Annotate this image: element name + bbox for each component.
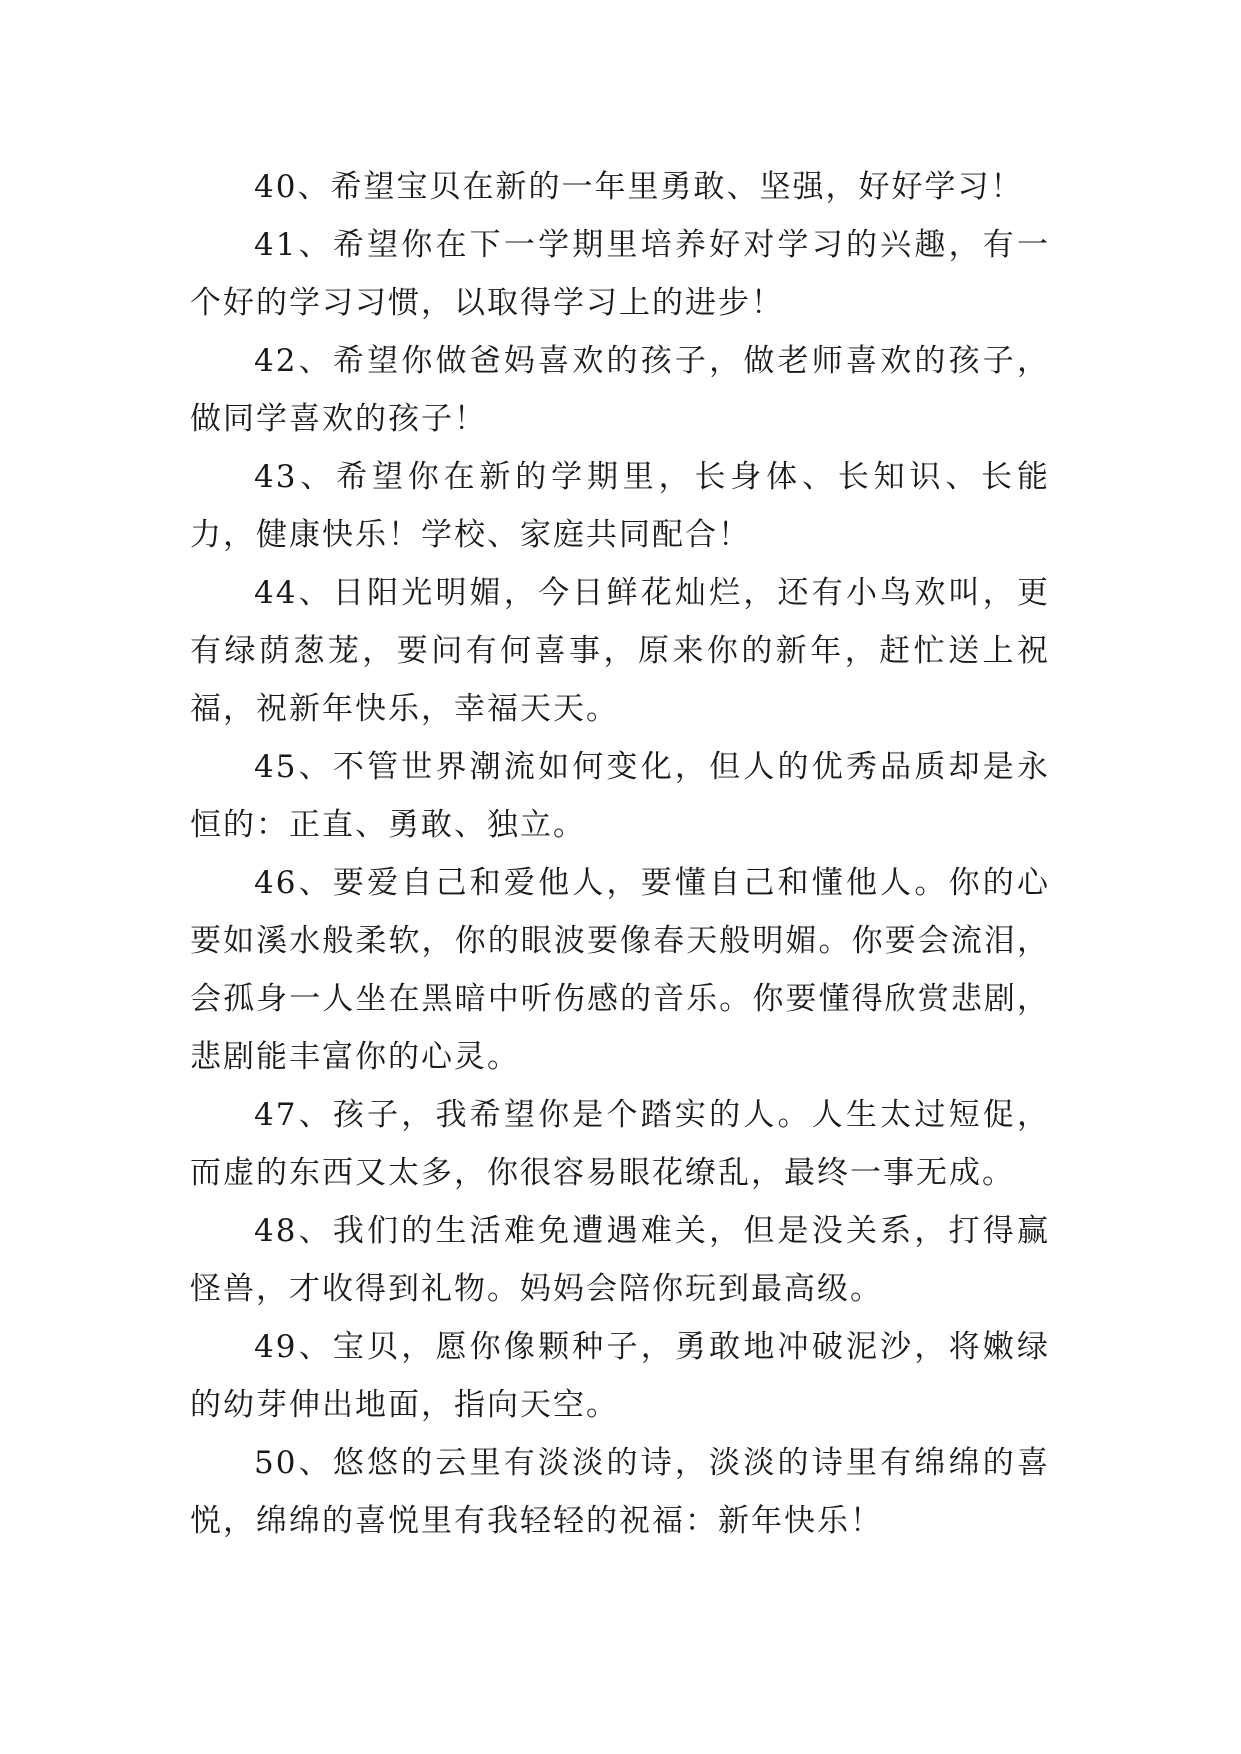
paragraph-45: 45、不管世界潮流如何变化，但人的优秀品质却是永恒的：正直、勇敢、独立。 [190,749,1050,843]
paragraph-43: 43、希望你在新的学期里，长身体、长知识、长能力，健康快乐！学校、家庭共同配合！ [190,459,1050,553]
paragraph-50: 50、悠悠的云里有淡淡的诗，淡淡的诗里有绵绵的喜悦，绵绵的喜悦里有我轻轻的祝福：新年快乐！ [190,1445,1050,1539]
paragraph-46: 46、要爱自己和爱他人，要懂自己和懂他人。你的心要如溪水般柔软，你的眼波要像春天般明媚。你要会流泪，会孤身一人坐在黑暗中听伤感的音乐。你要懂得欣赏悲剧，悲剧能丰富你的心灵。 [190,865,1050,1075]
paragraph-48: 48、我们的生活难免遭遇难关，但是没关系，打得赢怪兽，才收得到礼物。妈妈会陪你玩到最高级。 [190,1213,1050,1307]
paragraph-49: 49、宝贝，愿你像颗种子，勇敢地冲破泥沙，将嫩绿的幼芽伸出地面，指向天空。 [190,1329,1050,1423]
paragraph-44: 44、日阳光明媚，今日鲜花灿烂，还有小鸟欢叫，更有绿荫葱茏，要问有何喜事，原来你的新年，赶忙送上祝福，祝新年快乐，幸福天天。 [190,575,1050,727]
paragraph-47: 47、孩子，我希望你是个踏实的人。人生太过短促，而虚的东西又太多，你很容易眼花缭乱，最终一事无成。 [190,1097,1050,1191]
paragraph-40: 40、希望宝贝在新的一年里勇敢、坚强，好好学习！ [254,169,1024,205]
document-body [190,158,1050,1550]
paragraph-42: 42、希望你做爸妈喜欢的孩子，做老师喜欢的孩子，做同学喜欢的孩子！ [190,343,1050,437]
paragraph-41: 41、希望你在下一学期里培养好对学习的兴趣，有一个好的学习习惯，以取得学习上的进步！ [190,227,1050,321]
